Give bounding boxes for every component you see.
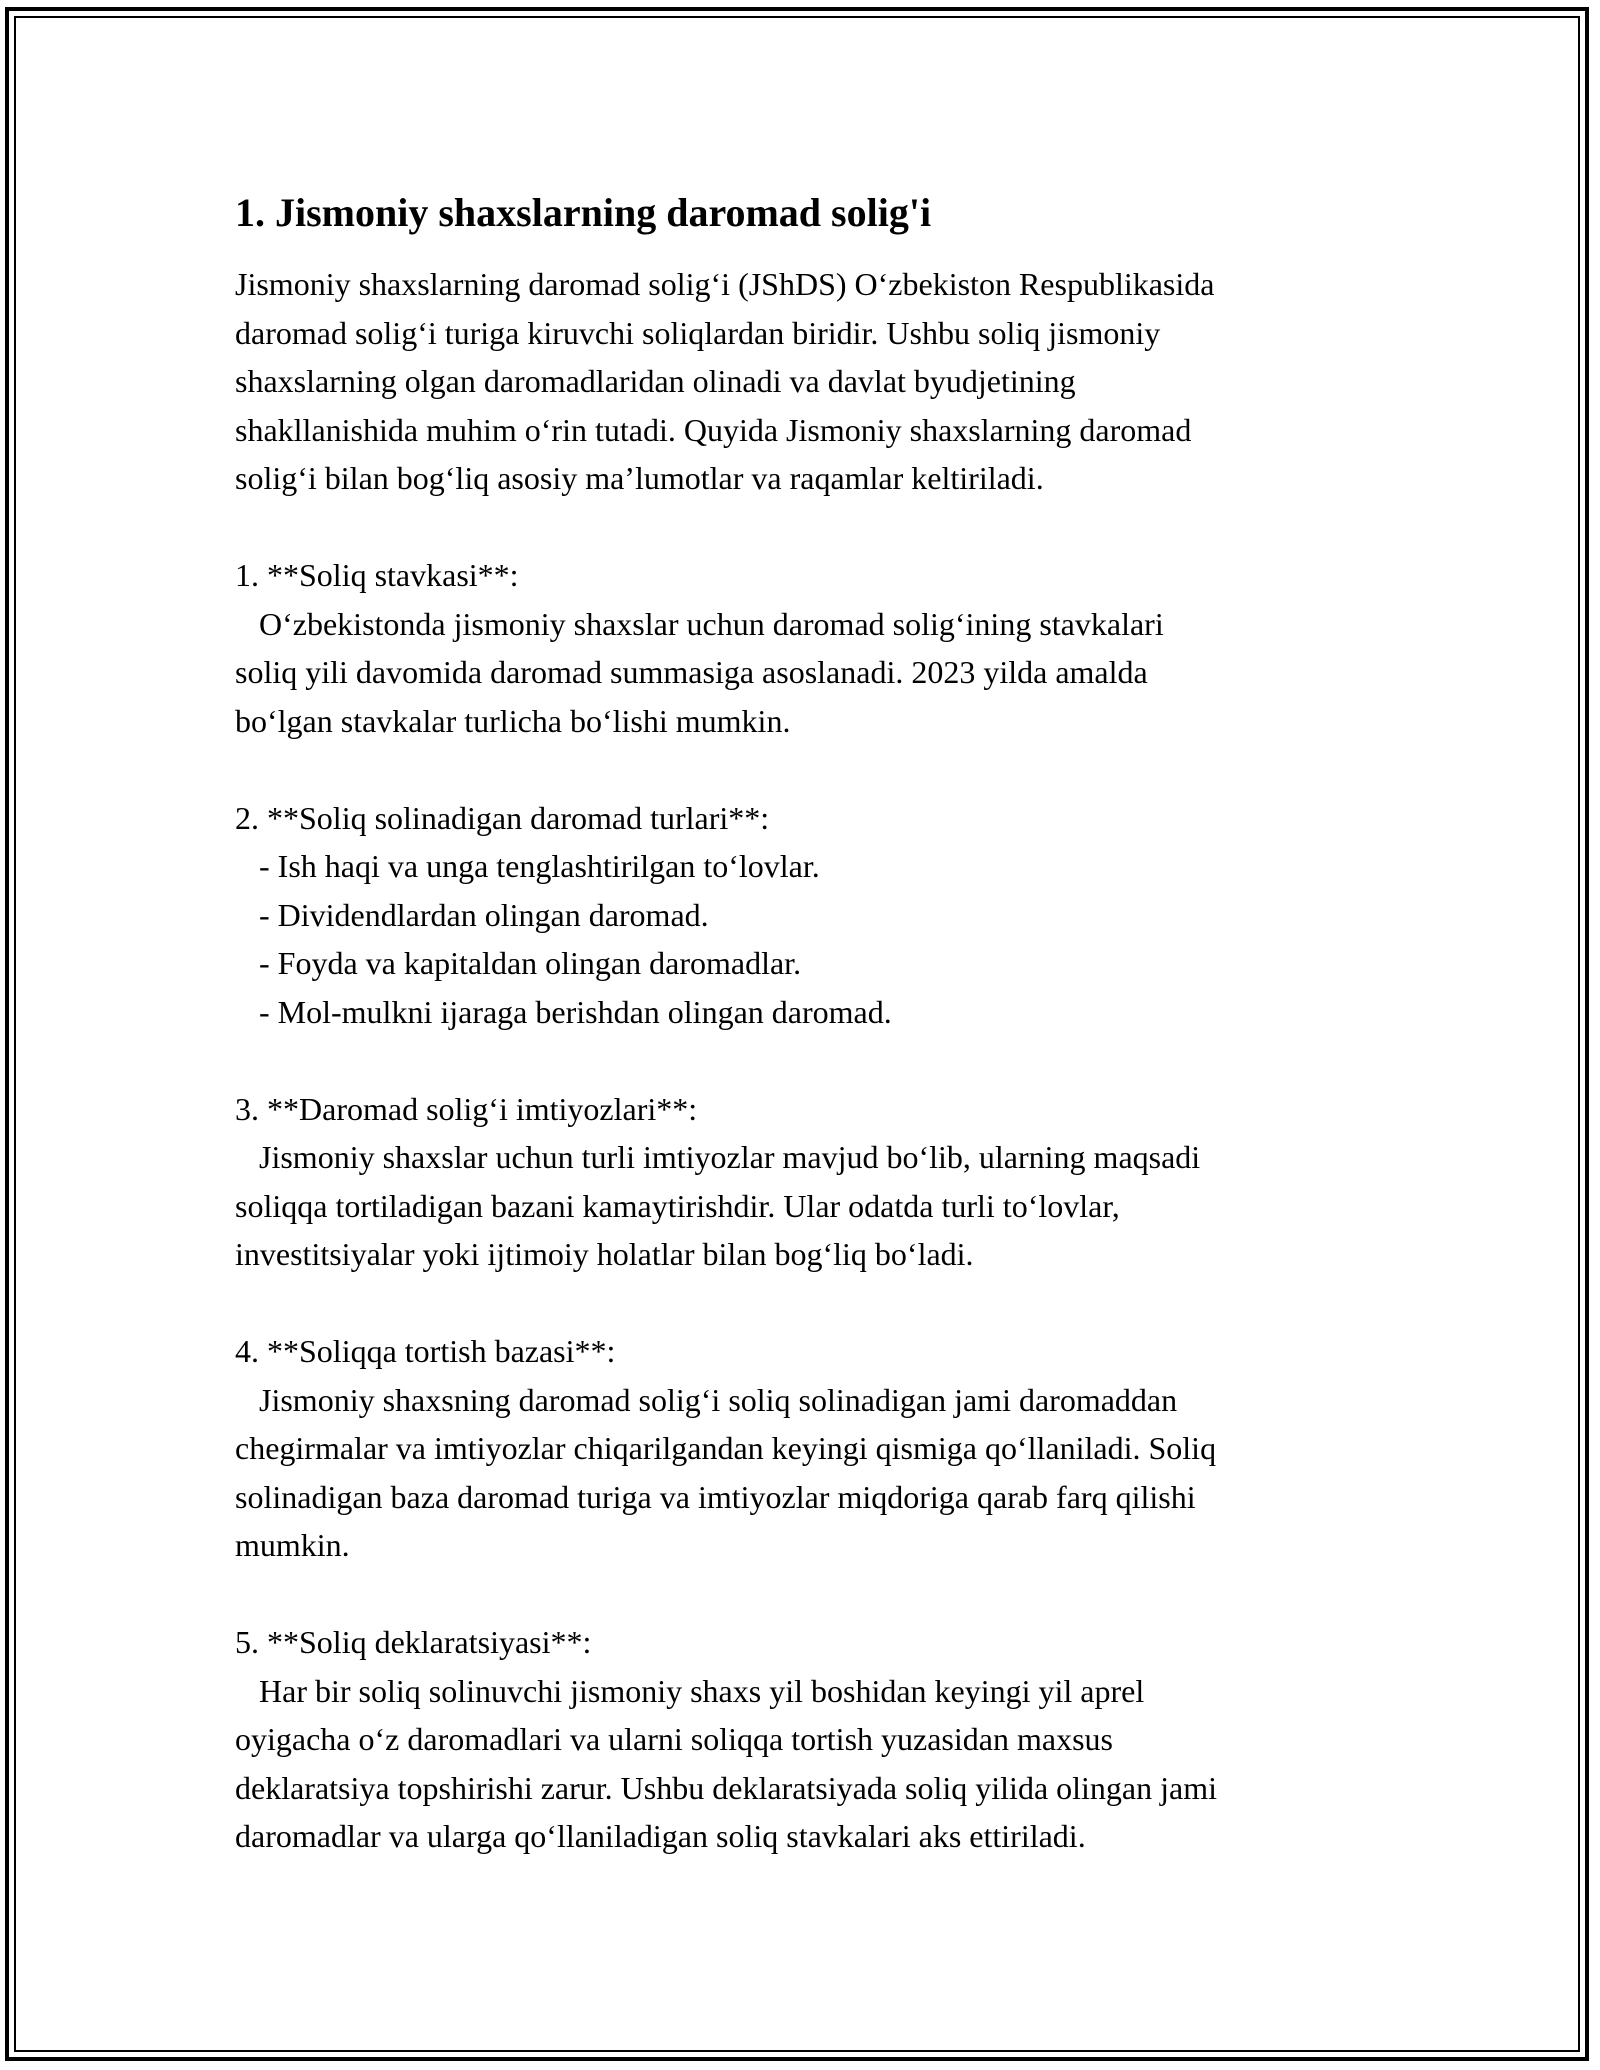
paragraph-spacer bbox=[235, 503, 1365, 552]
section-body: O‘zbekistonda jismoniy shaxslar uchun daromad solig‘ining stavkalari soliq yili davomida daromad summasiga asoslanadi. 2023 yilda amalda bo‘lgan stavkalar turlicha bo‘lishi mumkin. bbox=[235, 605, 1164, 739]
document-body bbox=[235, 188, 1365, 1861]
section-body: Jismoniy shaxslar uchun turli imtiyozlar mavjud bo‘lib, ularning maqsadi soliqqa tortiladigan bazani kamaytirishdir. Ular odatda turli to‘lovlar, investitsiyalar yoki ijtimoiy holatlar bilan bog‘liq bo‘ladi. bbox=[235, 1139, 1201, 1272]
section-heading: 4. **Soliqqa tortish bazasi**: bbox=[235, 1333, 616, 1369]
section-heading: 2. **Soliq solinadigan daromad turlari**: bbox=[235, 799, 770, 836]
paragraph-spacer bbox=[235, 1279, 1365, 1328]
section-heading: 3. **Daromad solig‘i imtiyozlari**: bbox=[235, 1090, 698, 1127]
section-body: Har bir soliq solinuvchi jismoniy shaxs yil boshidan keyingi yil aprel oyigacha o‘z daromadlari va ularni soliqqa tortish yuzasidan maxsus deklaratsiya topshirishi zarur. Ushbu deklaratsiyada soliq yilida olingan jami daromadlar va ularga qo‘llaniladigan soliq stavkalari aks ettiriladi. bbox=[235, 1672, 1217, 1854]
section-deklaratsiya bbox=[235, 1618, 1365, 1861]
section-heading: 5. **Soliq deklaratsiyasi**: bbox=[235, 1624, 592, 1660]
section-heading: 1. **Soliq stavkasi**: bbox=[235, 557, 519, 593]
section-body: Jismoniy shaxsning daromad solig‘i soliq solinadigan jami daromaddan chegirmalar va imtiyozlar chiqarilgandan keyingi qismiga qo‘llaniladi. Soliq solinadigan baza daromad turiga va imtiyozlar miqdoriga qarab farq qilishi mumkin. bbox=[235, 1381, 1217, 1563]
section-soliqqa-tortish-bazasi bbox=[235, 1327, 1365, 1570]
paragraph-spacer bbox=[235, 745, 1365, 794]
section-imtiyozlar bbox=[235, 1085, 1365, 1279]
section-soliq-stavkasi bbox=[235, 551, 1365, 745]
document-title: 1. Jismoniy shaxslarning daromad solig'i bbox=[235, 190, 932, 235]
paragraph-spacer bbox=[235, 1036, 1365, 1085]
section-body: - Ish haqi va unga tenglashtirilgan to‘lovlar. - Dividendlardan olingan daromad. - Foyda va kapitaldan olingan daromadlar. - Mol-mulkni ijaraga berishdan olingan daromad. bbox=[259, 848, 892, 1030]
intro-paragraph: Jismoniy shaxslarning daromad solig‘i (JShDS) O‘zbekiston Respublikasida daromad solig‘i turiga kiruvchi soliqlardan biridir. Ushbu soliq jismoniy shaxslarning olgan daromadlaridan olinadi va davlat byudjetining shakllanishida muhim o‘rin tutadi. Quyida Jismoniy shaxslarning daromad solig‘i bilan bog‘liq asosiy ma’lumotlar va raqamlar keltiriladi. bbox=[235, 266, 1215, 496]
paragraph-spacer bbox=[235, 1570, 1365, 1619]
section-daromad-turlari bbox=[235, 794, 1365, 1037]
